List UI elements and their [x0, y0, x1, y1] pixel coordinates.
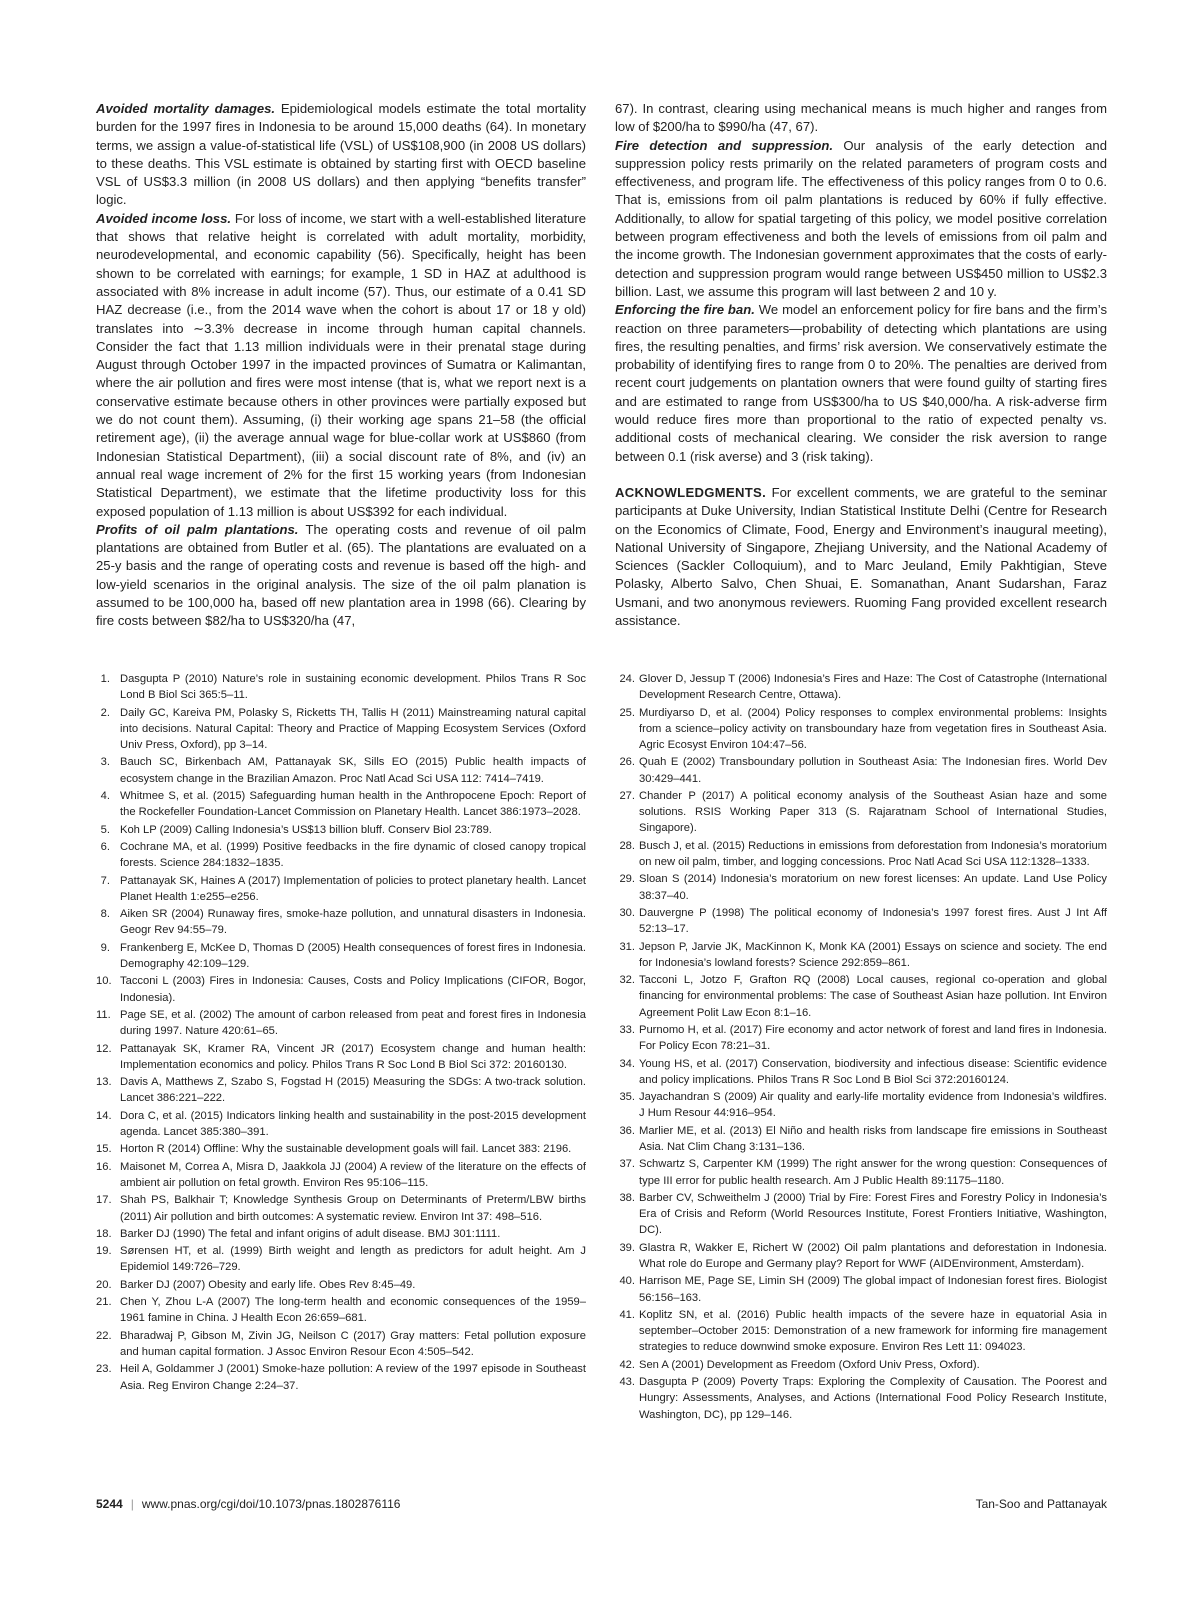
reference-text: Sloan S (2014) Indonesia’s moratorium on new forest licenses: An update. Land Use Policy 38:37–40.	[639, 873, 1107, 902]
reference-number: 23.	[96, 1363, 112, 1376]
reference-number: 33.	[619, 1023, 635, 1036]
reference-number: 13.	[96, 1076, 112, 1089]
page-number: 5244	[96, 1497, 123, 1511]
reference-text: Schwartz S, Carpenter KM (1999) The right answer for the wrong question: Consequences of type III error for public health research. Am J Public Health 89:1175–1180.	[639, 1158, 1107, 1187]
reference-text: Shah PS, Balkhair T; Knowledge Synthesis Group on Determinants of Preterm/LBW births (2011) Air pollution and birth outcomes: A systematic review. Environ Int 37: 498–516.	[120, 1194, 586, 1223]
reference-item	[96, 940, 586, 972]
body-paragraph	[96, 210, 586, 521]
paragraph-text: Our analysis of the early detection and suppression policy rests primarily on the related parameters of program costs and effectiveness, and program life. The effectiveness of this policy ranges from 0 to 0.6. That is, emissions from oil palm plantations is reduced by 60% if fully effective. Additionally, to allow for spatial targeting of this policy, we model positive correlation between program effectiveness and both the levels of emissions from oil palm and the income growth. The Indonesian government approximates that the costs of early-detection and suppression program would range between US$450 million to US$2.3 billion. Last, we assume this program will last between 2 and 10 y.	[615, 137, 1107, 299]
references-left	[96, 671, 586, 1395]
reference-item	[96, 754, 586, 786]
reference-item	[615, 871, 1107, 903]
reference-text: Heil A, Goldammer J (2001) Smoke-haze pollution: A review of the 1997 episode in Southeast Asia. Reg Environ Change 2:24–37.	[120, 1363, 586, 1392]
reference-text: Young HS, et al. (2017) Conservation, biodiversity and infectious disease: Scientific evidence and policy implications. Philos Trans R Soc Lond B Biol Sci 372:20160124.	[639, 1057, 1107, 1086]
paragraph-text: The operating costs and revenue of oil palm plantations are obtained from Butler et al. (65). The plantations are evaluated on a 25-y basis and the range of operating costs and revenue is based off the high- and low-yield scenarios in the original analysis. The size of the oil palm planation is assumed to be 100,000 ha, based off new plantation area in 1998 (66). Clearing by fire costs between $82/ha to US$320/ha (47,	[96, 521, 586, 629]
paragraph-lead: Avoided mortality damages.	[96, 101, 276, 116]
reference-text: Dasgupta P (2010) Nature’s role in sustaining economic development. Philos Trans R Soc Lond B Biol Sci 365:5–11.	[120, 673, 586, 702]
reference-number: 9.	[100, 941, 110, 954]
body-paragraph	[96, 100, 586, 210]
reference-item	[615, 1056, 1107, 1088]
reference-text: Murdiyarso D, et al. (2004) Policy responses to complex environmental problems: Insights from a science–policy activity on transboundary haze from vegetation fires in Southeast Asia. Agric Ecosyst Environ 104:47–56.	[639, 706, 1107, 751]
reference-text: Dora C, et al. (2015) Indicators linking health and sustainability in the post-2015 development agenda. Lancet 385:380–391.	[120, 1109, 586, 1138]
reference-number: 32.	[619, 974, 635, 987]
reference-item	[615, 838, 1107, 870]
reference-number: 28.	[619, 839, 635, 852]
acknowledgments-text: For excellent comments, we are grateful to the seminar participants at Duke University, Indian Statistical Institute Delhi (Centre for Research on the Economics of Climate, Food, Energy and Environment’s inaugural meeting), National University of Singapore, Zhejiang University, and the National Academy of Sciences (Sackler Colloquium), and to Marc Jeuland, Emily Pakhtigian, Steve Polasky, Alberto Salvo, Chen Shuai, E. Somanathan, Anant Sudarshan, Faraz Usmani, and two anonymous reviewers. Ruoming Fang provided excellent research assistance.	[615, 484, 1107, 629]
acknowledgments	[615, 484, 1107, 630]
doi-link[interactable]: www.pnas.org/cgi/doi/10.1073/pnas.1802876116	[141, 1497, 401, 1511]
reference-number: 36.	[619, 1124, 635, 1137]
reference-item	[96, 839, 586, 871]
reference-number: 16.	[96, 1160, 112, 1173]
reference-item	[96, 788, 586, 820]
reference-number: 31.	[619, 940, 635, 953]
reference-text: Jayachandran S (2009) Air quality and early-life mortality evidence from Indonesia’s wildfires. J Hum Resour 44:916–954.	[639, 1091, 1107, 1120]
reference-number: 42.	[619, 1358, 635, 1371]
reference-text: Busch J, et al. (2015) Reductions in emissions from deforestation from Indonesia’s moratorium on new oil palm, timber, and logging concessions. Proc Natl Acad Sci USA 112:1328–1333.	[639, 839, 1107, 868]
reference-text: Horton R (2014) Offline: Why the sustainable development goals will fail. Lancet 383: 2196.	[120, 1143, 572, 1156]
reference-text: Bharadwaj P, Gibson M, Zivin JG, Neilson C (2017) Gray matters: Fetal pollution exposure and human capital formation. J Assoc Environ Resour Econ 4:505–542.	[120, 1329, 586, 1359]
body-left-column	[96, 100, 586, 631]
reference-item	[96, 705, 586, 754]
reference-number: 24.	[619, 673, 635, 685]
reference-number: 20.	[96, 1278, 112, 1291]
reference-text: Pattanayak SK, Haines A (2017) Implementation of policies to protect planetary health. Lancet Planet Health 1:e255–e256.	[120, 874, 586, 903]
body-paragraph	[615, 100, 1107, 137]
running-authors: Tan-Soo and Pattanayak	[975, 1497, 1107, 1511]
paragraph-lead: Enforcing the fire ban.	[615, 302, 755, 318]
reference-item	[615, 1374, 1107, 1423]
reference-item	[96, 873, 586, 905]
reference-text: Chen Y, Zhou L-A (2007) The long-term health and economic consequences of the 1959–1961 famine in China. J Health Econ 26:659–681.	[120, 1296, 586, 1325]
body-paragraph	[615, 137, 1107, 302]
reference-number: 4.	[100, 789, 110, 802]
reference-text: Daily GC, Kareiva PM, Polasky S, Ricketts TH, Tallis H (2011) Mainstreaming natural capital into decisions. Natural Capital: Theory and Practice of Mapping Ecosystem Services (Oxford Univ Press, Oxford), pp 3–14.	[120, 706, 586, 751]
reference-number: 27.	[619, 789, 635, 802]
reference-item	[615, 1156, 1107, 1188]
reference-item	[615, 939, 1107, 971]
reference-number: 19.	[96, 1245, 112, 1258]
reference-number: 7.	[100, 874, 110, 887]
reference-number: 40.	[619, 1275, 635, 1288]
reference-number: 30.	[619, 906, 635, 919]
reference-item	[96, 1192, 586, 1224]
reference-number: 15.	[96, 1143, 112, 1156]
reference-text: Glastra R, Wakker E, Richert W (2002) Oil palm plantations and deforestation in Indonesia. What role do Europe and Germany play? Report for WWF (AIDEnvironment, Amsterdam).	[639, 1241, 1107, 1270]
reference-item	[96, 1108, 586, 1140]
references-right	[615, 671, 1107, 1424]
reference-text: Purnomo H, et al. (2017) Fire economy and actor network of forest and land fires in Indonesia. For Policy Econ 78:21–31.	[639, 1023, 1107, 1053]
reference-number: 12.	[96, 1042, 112, 1055]
reference-number: 14.	[96, 1109, 112, 1122]
reference-item	[615, 972, 1107, 1021]
reference-item	[615, 671, 1107, 703]
reference-text: Glover D, Jessup T (2006) Indonesia’s Fires and Haze: The Cost of Catastrophe (International Development Research Centre, Ottawa).	[639, 673, 1107, 702]
paragraph-lead: Profits of oil palm plantations.	[96, 521, 299, 537]
reference-item	[96, 671, 586, 703]
reference-number: 22.	[96, 1329, 112, 1342]
reference-number: 10.	[96, 975, 112, 988]
reference-number: 21.	[96, 1296, 112, 1309]
reference-text: Barker DJ (1990) The fetal and infant origins of adult disease. BMJ 301:1111.	[120, 1227, 501, 1240]
reference-text: Page SE, et al. (2002) The amount of carbon released from peat and forest fires in Indonesia during 1997. Nature 420:61–65.	[120, 1008, 586, 1038]
reference-text: Koh LP (2009) Calling Indonesia’s US$13 billion bluff. Conserv Biol 23:789.	[120, 823, 492, 836]
reference-text: Pattanayak SK, Kramer RA, Vincent JR (2017) Ecosystem change and human health: Implementation economics and policy. Philos Trans R Soc Lond B Biol Sci 372: 20160130.	[120, 1042, 586, 1071]
reference-item	[615, 705, 1107, 754]
reference-item	[615, 788, 1107, 837]
reference-text: Maisonet M, Correa A, Misra D, Jaakkola JJ (2004) A review of the literature on the effects of ambient air pollution on fetal growth. Environ Res 95:106–115.	[120, 1160, 586, 1189]
reference-text: Chander P (2017) A political economy analysis of the Southeast Asian haze and some solutions. RSIS Working Paper 313 (S. Rajaratnam School of International Studies, Singapore).	[639, 789, 1107, 835]
reference-text: Bauch SC, Birkenbach AM, Pattanayak SK, Sills EO (2015) Public health impacts of ecosystem change in the Brazilian Amazon. Proc Natl Acad Sci USA 112: 7414–7419.	[120, 756, 586, 785]
reference-number: 34.	[619, 1057, 635, 1070]
reference-item	[615, 1307, 1107, 1356]
reference-text: Davis A, Matthews Z, Szabo S, Fogstad H (2015) Measuring the SDGs: A two-track solution. Lancet 386:221–222.	[120, 1076, 586, 1105]
reference-item	[615, 1089, 1107, 1121]
reference-text: Quah E (2002) Transboundary pollution in Southeast Asia: The Indonesian fires. World Dev 30:429–441.	[639, 756, 1107, 785]
reference-item	[96, 822, 586, 838]
body-paragraph	[615, 301, 1107, 466]
reference-text: Whitmee S, et al. (2015) Safeguarding human health in the Anthropocene Epoch: Report of the Rockefeller Foundation-Lancet Commission on Planetary Health. Lancet 386:1973–2028.	[120, 789, 586, 819]
paragraph-text: We model an enforcement policy for fire bans and the firm’s reaction on three parameters—probability of detecting which plantations are using fires, the resulting penalties, and firms’ risk aversion. We conservatively estimate the probability of identifying fires to range from 0 to 20%. The penalties are derived from recent court judgements on plantation owners that were found guilty of starting fires and are estimated to range from US$300/ha to US $40,000/ha. A risk-adverse firm would reduce fires more than proportional to the ratio of expected penalty vs. additional costs of mechanical clearing. We consider the risk aversion to range between 0.1 (risk averse) and 3 (risk taking).	[615, 302, 1108, 464]
reference-item	[96, 1041, 586, 1073]
reference-text: Jepson P, Jarvie JK, MacKinnon K, Monk KA (2001) Essays on science and society. The end for Indonesia’s lowland forests? Science 292:859–861.	[639, 940, 1107, 969]
reference-text: Tacconi L (2003) Fires in Indonesia: Causes, Costs and Policy Implications (CIFOR, Bogor, Indonesia).	[120, 975, 586, 1004]
reference-item	[615, 905, 1107, 937]
reference-item	[96, 1328, 586, 1360]
reference-number: 8.	[100, 908, 110, 921]
reference-text: Aiken SR (2004) Runaway fires, smoke-haze pollution, and unnatural disasters in Indonesia. Geogr Rev 94:55–79.	[120, 908, 586, 937]
reference-number: 39.	[619, 1241, 635, 1254]
paragraph-text: Epidemiological models estimate the total mortality burden for the 1997 fires in Indonesia to be around 15,000 deaths (64). In monetary terms, we assign a value-of-statistical life (VSL) of US$108,900 (in 2008 US dollars) to these deaths. This VSL estimate is obtained by starting first with OECD baseline VSL of US$3.3 million (in 2008 US dollars) and then applying “benefits transfer” logic.	[96, 101, 586, 208]
body-paragraph	[96, 521, 586, 631]
reference-text: Tacconi L, Jotzo F, Grafton RQ (2008) Local causes, regional co-operation and global financing for environmental problems: The case of Southeast Asian haze pollution. Int Environ Agreement Polit Law Econ 8:1–16.	[639, 974, 1107, 1019]
reference-number: 3.	[100, 756, 110, 769]
reference-item	[615, 1273, 1107, 1305]
body-right-column	[615, 100, 1107, 630]
reference-number: 26.	[619, 756, 635, 769]
reference-item	[615, 1123, 1107, 1155]
reference-item	[96, 1294, 586, 1326]
reference-item	[96, 1361, 586, 1393]
reference-item	[96, 1141, 586, 1157]
reference-item	[615, 1022, 1107, 1054]
reference-number: 2.	[100, 706, 110, 719]
reference-item	[96, 1226, 586, 1242]
reference-item	[96, 906, 586, 938]
reference-number: 38.	[619, 1191, 635, 1204]
reference-item	[615, 754, 1107, 786]
reference-number: 18.	[96, 1227, 112, 1240]
reference-number: 41.	[619, 1308, 635, 1321]
reference-item	[615, 1357, 1107, 1373]
reference-number: 25.	[619, 706, 635, 719]
reference-item	[96, 1243, 586, 1275]
reference-number: 1.	[100, 673, 110, 685]
reference-item	[615, 1240, 1107, 1272]
reference-item	[96, 1007, 586, 1039]
reference-text: Barber CV, Schweithelm J (2000) Trial by Fire: Forest Fires and Forestry Policy in Indonesia’s Era of Crisis and Reform (World Resources Institute, Forest Frontiers Initiative, Washington, DC).	[639, 1191, 1107, 1237]
footer-separator: |	[130, 1497, 134, 1511]
reference-text: Barker DJ (2007) Obesity and early life. Obes Rev 8:45–49.	[120, 1278, 416, 1291]
reference-text: Dauvergne P (1998) The political economy of Indonesia’s 1997 forest fires. Aust J Int Aff 52:13–17.	[639, 906, 1107, 936]
acknowledgments-heading: ACKNOWLEDGMENTS.	[615, 484, 767, 500]
reference-item	[615, 1190, 1107, 1239]
reference-number: 11.	[96, 1008, 111, 1021]
reference-text: Cochrane MA, et al. (1999) Positive feedbacks in the fire dynamic of closed canopy tropical forests. Science 284:1832–1835.	[120, 840, 586, 870]
page-footer	[96, 1497, 1107, 1511]
reference-number: 37.	[619, 1158, 635, 1171]
paragraph-text: For loss of income, we start with a well-established literature that shows that relative height is correlated with adult mortality, morbidity, neurodevelopmental, and economic capability (56). Specifically, height has been shown to be correlated with earnings; for example, 1 SD in HAZ at adulthood is associated with 8% increase in adult income (57). Thus, our estimate of a 0.41 SD HAZ decrease (i.e., from the 2014 wave when the cohort is about 17 or 18 y old) translates into ∼3.3% decrease in income through human capital channels. Consider the fact that 1.13 million individuals were in their prenatal stage during August through October 1997 in the impacted provinces of Sumatra or Kalimantan, where the air pollution and fires were most intense (that is, what we report next is a conservative estimate because others in other provinces were partially exposed but we do not count them). Assuming, (i) their working age spans 21–58 (the official retirement age), (ii) the average annual wage for blue-collar work at US$860 (from Indonesian Statistical Department), (iii) a social discount rate of 8%, and (iv) an annual real wage increment of 2% for the first 15 working years (from Indonesian Statistical Department), we estimate that the lifetime productivity loss for this exposed population of 1.13 million is about US$392 for each individual.	[96, 210, 586, 519]
reference-text: Marlier ME, et al. (2013) El Niño and health risks from landscape fire emissions in Southeast Asia. Nat Clim Chang 3:131–136.	[639, 1124, 1107, 1153]
reference-text: Koplitz SN, et al. (2016) Public health impacts of the severe haze in equatorial Asia in september–October 2015: Demonstration of a new framework for informing fire management strategies to reduce downwind smoke exposure. Environ Res Lett 11: 094023.	[639, 1308, 1107, 1354]
reference-text: Sen A (2001) Development as Freedom (Oxford Univ Press, Oxford).	[639, 1358, 980, 1371]
reference-number: 29.	[619, 873, 635, 886]
reference-item	[96, 1074, 586, 1106]
paragraph-lead: Fire detection and suppression.	[615, 137, 833, 153]
reference-item	[96, 1277, 586, 1293]
paragraph-text: 67). In contrast, clearing using mechanical means is much higher and ranges from low of $200/ha to $990/ha (47, 67).	[615, 101, 1107, 135]
reference-number: 6.	[100, 840, 110, 853]
reference-text: Harrison ME, Page SE, Limin SH (2009) The global impact of Indonesian forest fires. Biologist 56:156–163.	[639, 1275, 1107, 1304]
paragraph-lead: Avoided income loss.	[96, 210, 232, 226]
reference-number: 17.	[96, 1194, 112, 1207]
reference-text: Sørensen HT, et al. (1999) Birth weight and length as predictors for adult height. Am J Epidemiol 149:726–729.	[120, 1245, 586, 1274]
reference-number: 35.	[619, 1091, 635, 1104]
reference-text: Dasgupta P (2009) Poverty Traps: Exploring the Complexity of Causation. The Poorest and Hungry: Assessments, Analyses, and Actions (International Food Policy Research Institute, Washington, DC), pp 129–146.	[639, 1376, 1107, 1421]
reference-number: 43.	[619, 1376, 635, 1389]
reference-item	[96, 973, 586, 1005]
reference-number: 5.	[100, 823, 110, 836]
reference-item	[96, 1159, 586, 1191]
reference-text: Frankenberg E, McKee D, Thomas D (2005) Health consequences of forest fires in Indonesia. Demography 42:109–129.	[120, 941, 586, 970]
